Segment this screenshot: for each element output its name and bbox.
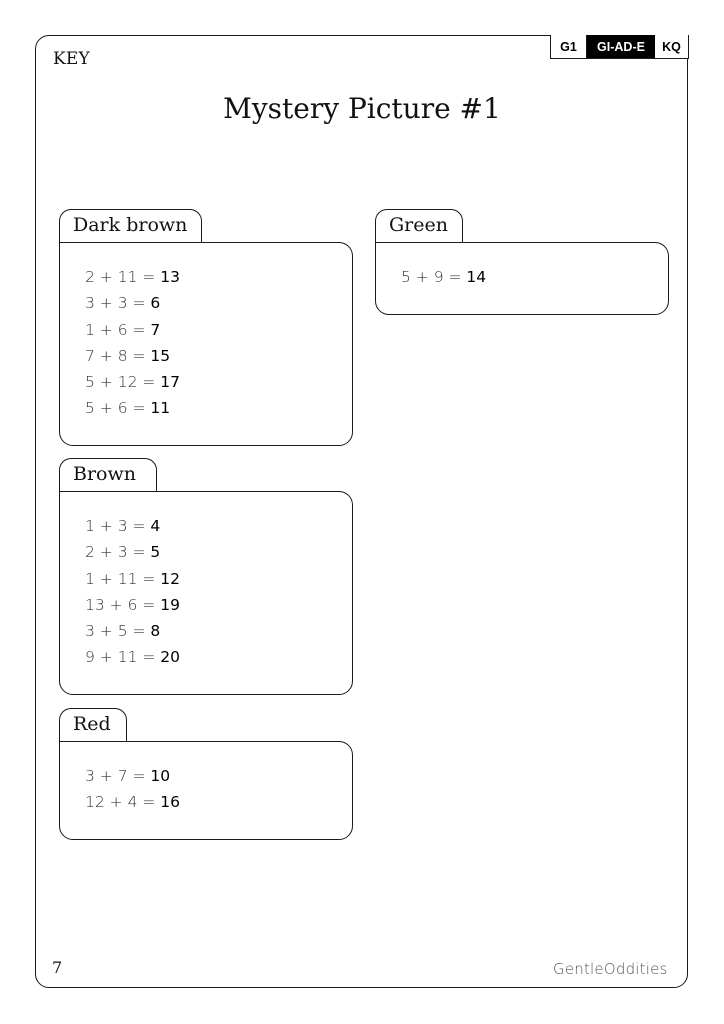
equation-answer: 10 — [150, 767, 171, 785]
color-group-label: Red — [59, 708, 127, 744]
equation-problem: 5 + 9 = — [401, 268, 467, 286]
equation — [85, 369, 180, 395]
equation-list-box — [375, 242, 669, 315]
color-group-green — [375, 209, 669, 315]
equation — [85, 763, 180, 789]
equation-list — [85, 763, 180, 816]
equation-list-box — [59, 741, 353, 840]
equation — [85, 343, 180, 369]
color-group-label: Green — [375, 209, 463, 245]
equation — [85, 264, 180, 290]
equation-problem: 3 + 7 = — [85, 767, 151, 785]
brand-logo: GentleOddities — [553, 960, 668, 978]
equation-problem: 2 + 11 = — [85, 268, 161, 286]
equation — [85, 395, 180, 421]
color-group-label: Brown — [59, 458, 157, 494]
color-group-red — [59, 708, 353, 840]
equation-problem: 1 + 3 = — [85, 517, 151, 535]
equation-problem: 3 + 3 = — [85, 294, 151, 313]
equation — [85, 789, 180, 815]
worksheet-code-tags — [550, 35, 689, 59]
equation — [85, 290, 180, 316]
color-group-brown — [59, 458, 353, 695]
equation-problem: 1 + 6 = — [85, 320, 151, 339]
equation-answer: 5 — [150, 543, 161, 562]
color-group-label: Dark brown — [59, 209, 202, 245]
equation — [85, 539, 180, 565]
equation-answer: 14 — [466, 268, 487, 286]
equation — [85, 644, 180, 670]
type-tag: KQ — [655, 35, 689, 58]
equation — [85, 566, 180, 592]
equation-answer: 8 — [150, 622, 161, 641]
equation-problem: 12 + 4 = — [85, 793, 161, 812]
equation-answer: 19 — [160, 595, 181, 614]
equation — [401, 264, 486, 290]
equation-problem: 13 + 6 = — [85, 595, 161, 614]
grade-tag: G1 — [551, 35, 587, 58]
skill-code-tag: GI-AD-E — [587, 35, 655, 58]
equation-answer: 4 — [150, 517, 161, 535]
equation-answer: 7 — [150, 320, 161, 339]
equation-answer: 15 — [150, 346, 171, 365]
equation-answer: 11 — [150, 399, 171, 418]
equation-answer: 13 — [160, 268, 181, 286]
equation — [85, 618, 180, 644]
equation — [85, 513, 180, 539]
page-number: 7 — [52, 958, 63, 977]
equation-list — [401, 264, 486, 290]
equation-list-box — [59, 242, 353, 446]
page-title: Mystery Picture #1 — [223, 92, 501, 125]
key-label: KEY — [53, 49, 90, 69]
equation-problem: 1 + 11 = — [85, 569, 161, 588]
equation-problem: 7 + 8 = — [85, 346, 151, 365]
equation-answer: 6 — [150, 294, 161, 313]
equation-answer: 12 — [160, 569, 181, 588]
equation-problem: 5 + 6 = — [85, 399, 151, 418]
equation-problem: 3 + 5 = — [85, 622, 151, 641]
equation-answer: 17 — [160, 373, 181, 392]
equation-answer: 16 — [160, 793, 181, 812]
equation-list-box — [59, 491, 353, 695]
equation — [85, 592, 180, 618]
equation-list — [85, 264, 180, 422]
color-group-dark-brown — [59, 209, 353, 446]
equation-list — [85, 513, 180, 671]
equation-answer: 20 — [160, 648, 181, 667]
equation-problem: 2 + 3 = — [85, 543, 151, 562]
equation — [85, 317, 180, 343]
equation-problem: 5 + 12 = — [85, 373, 161, 392]
equation-problem: 9 + 11 = — [85, 648, 161, 667]
